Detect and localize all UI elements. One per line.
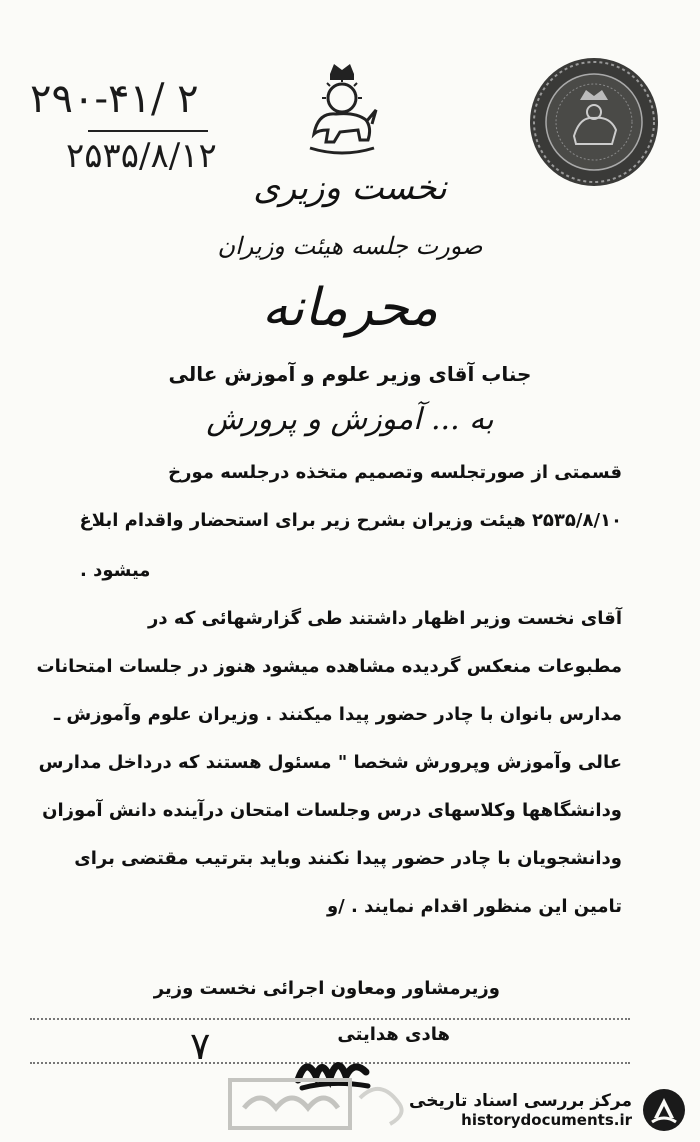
archive-watermark bbox=[409, 1088, 686, 1132]
body-line: عالی وآموزش وپرورش شخصا " مسئول هستند که درداخل مدارس bbox=[38, 752, 622, 773]
archive-logo-icon bbox=[642, 1088, 686, 1132]
reference-number: ۲۹۰-۴۱/ ۲ bbox=[30, 76, 199, 122]
body-line: آقای نخست وزیر اظهار داشتند طی گزارشهائی که در bbox=[148, 608, 622, 629]
signer-title: وزیرمشاور ومعاون اجرائی نخست وزیر bbox=[153, 978, 500, 999]
signer-name: هادی هدایتی bbox=[337, 1024, 450, 1045]
body-line: ودانشجویان با چادر حضور پیدا نکنند وباید بترتیب مقتضی برای bbox=[74, 848, 622, 869]
handwritten-addition: به ... آموزش و پرورش bbox=[206, 402, 494, 437]
faded-stamp-icon bbox=[220, 1068, 420, 1138]
reference-date: ۲۵۳۵/۸/۱۲ bbox=[66, 136, 217, 176]
document-type: صورت جلسه هیئت وزیران bbox=[217, 232, 483, 260]
body-line: تامین این منظور اقدام نمایند . /و bbox=[326, 896, 622, 917]
body-line: ودانشگاهها وکلاسهای درس وجلسات امتحان درآینده دانش آموزان bbox=[42, 800, 622, 821]
body-line: مدارس بانوان با چادر حضور پیدا میکنند . وزیران علوم وآموزش ـ bbox=[53, 704, 622, 725]
classification-stamp: محرمانه bbox=[261, 278, 439, 338]
watermark-url[interactable]: historydocuments.ir bbox=[461, 1111, 632, 1129]
body-line: ۲۵۳۵/۸/۱۰ هیئت وزیران بشرح زیر برای استحضار واقدام ابلاغ bbox=[79, 510, 622, 531]
office-title: نخست وزیری bbox=[253, 168, 447, 208]
reference-underline bbox=[88, 130, 208, 132]
addressee: جناب آقای وزیر علوم و آموزش عالی bbox=[168, 362, 532, 386]
body-line: میشود . bbox=[80, 560, 151, 581]
body-line: قسمتی از صورتجلسه وتصمیم متخذه درجلسه مورخ bbox=[168, 462, 622, 483]
watermark-org-name: مرکز بررسی اسناد تاریخی bbox=[409, 1091, 632, 1111]
dotted-divider bbox=[30, 1018, 630, 1020]
lion-sun-emblem-icon bbox=[300, 60, 384, 160]
page-number: ۷ bbox=[190, 1024, 211, 1068]
body-line: مطبوعات منعکس گردیده مشاهده میشود هنوز در جلسات امتحانات bbox=[36, 656, 622, 677]
